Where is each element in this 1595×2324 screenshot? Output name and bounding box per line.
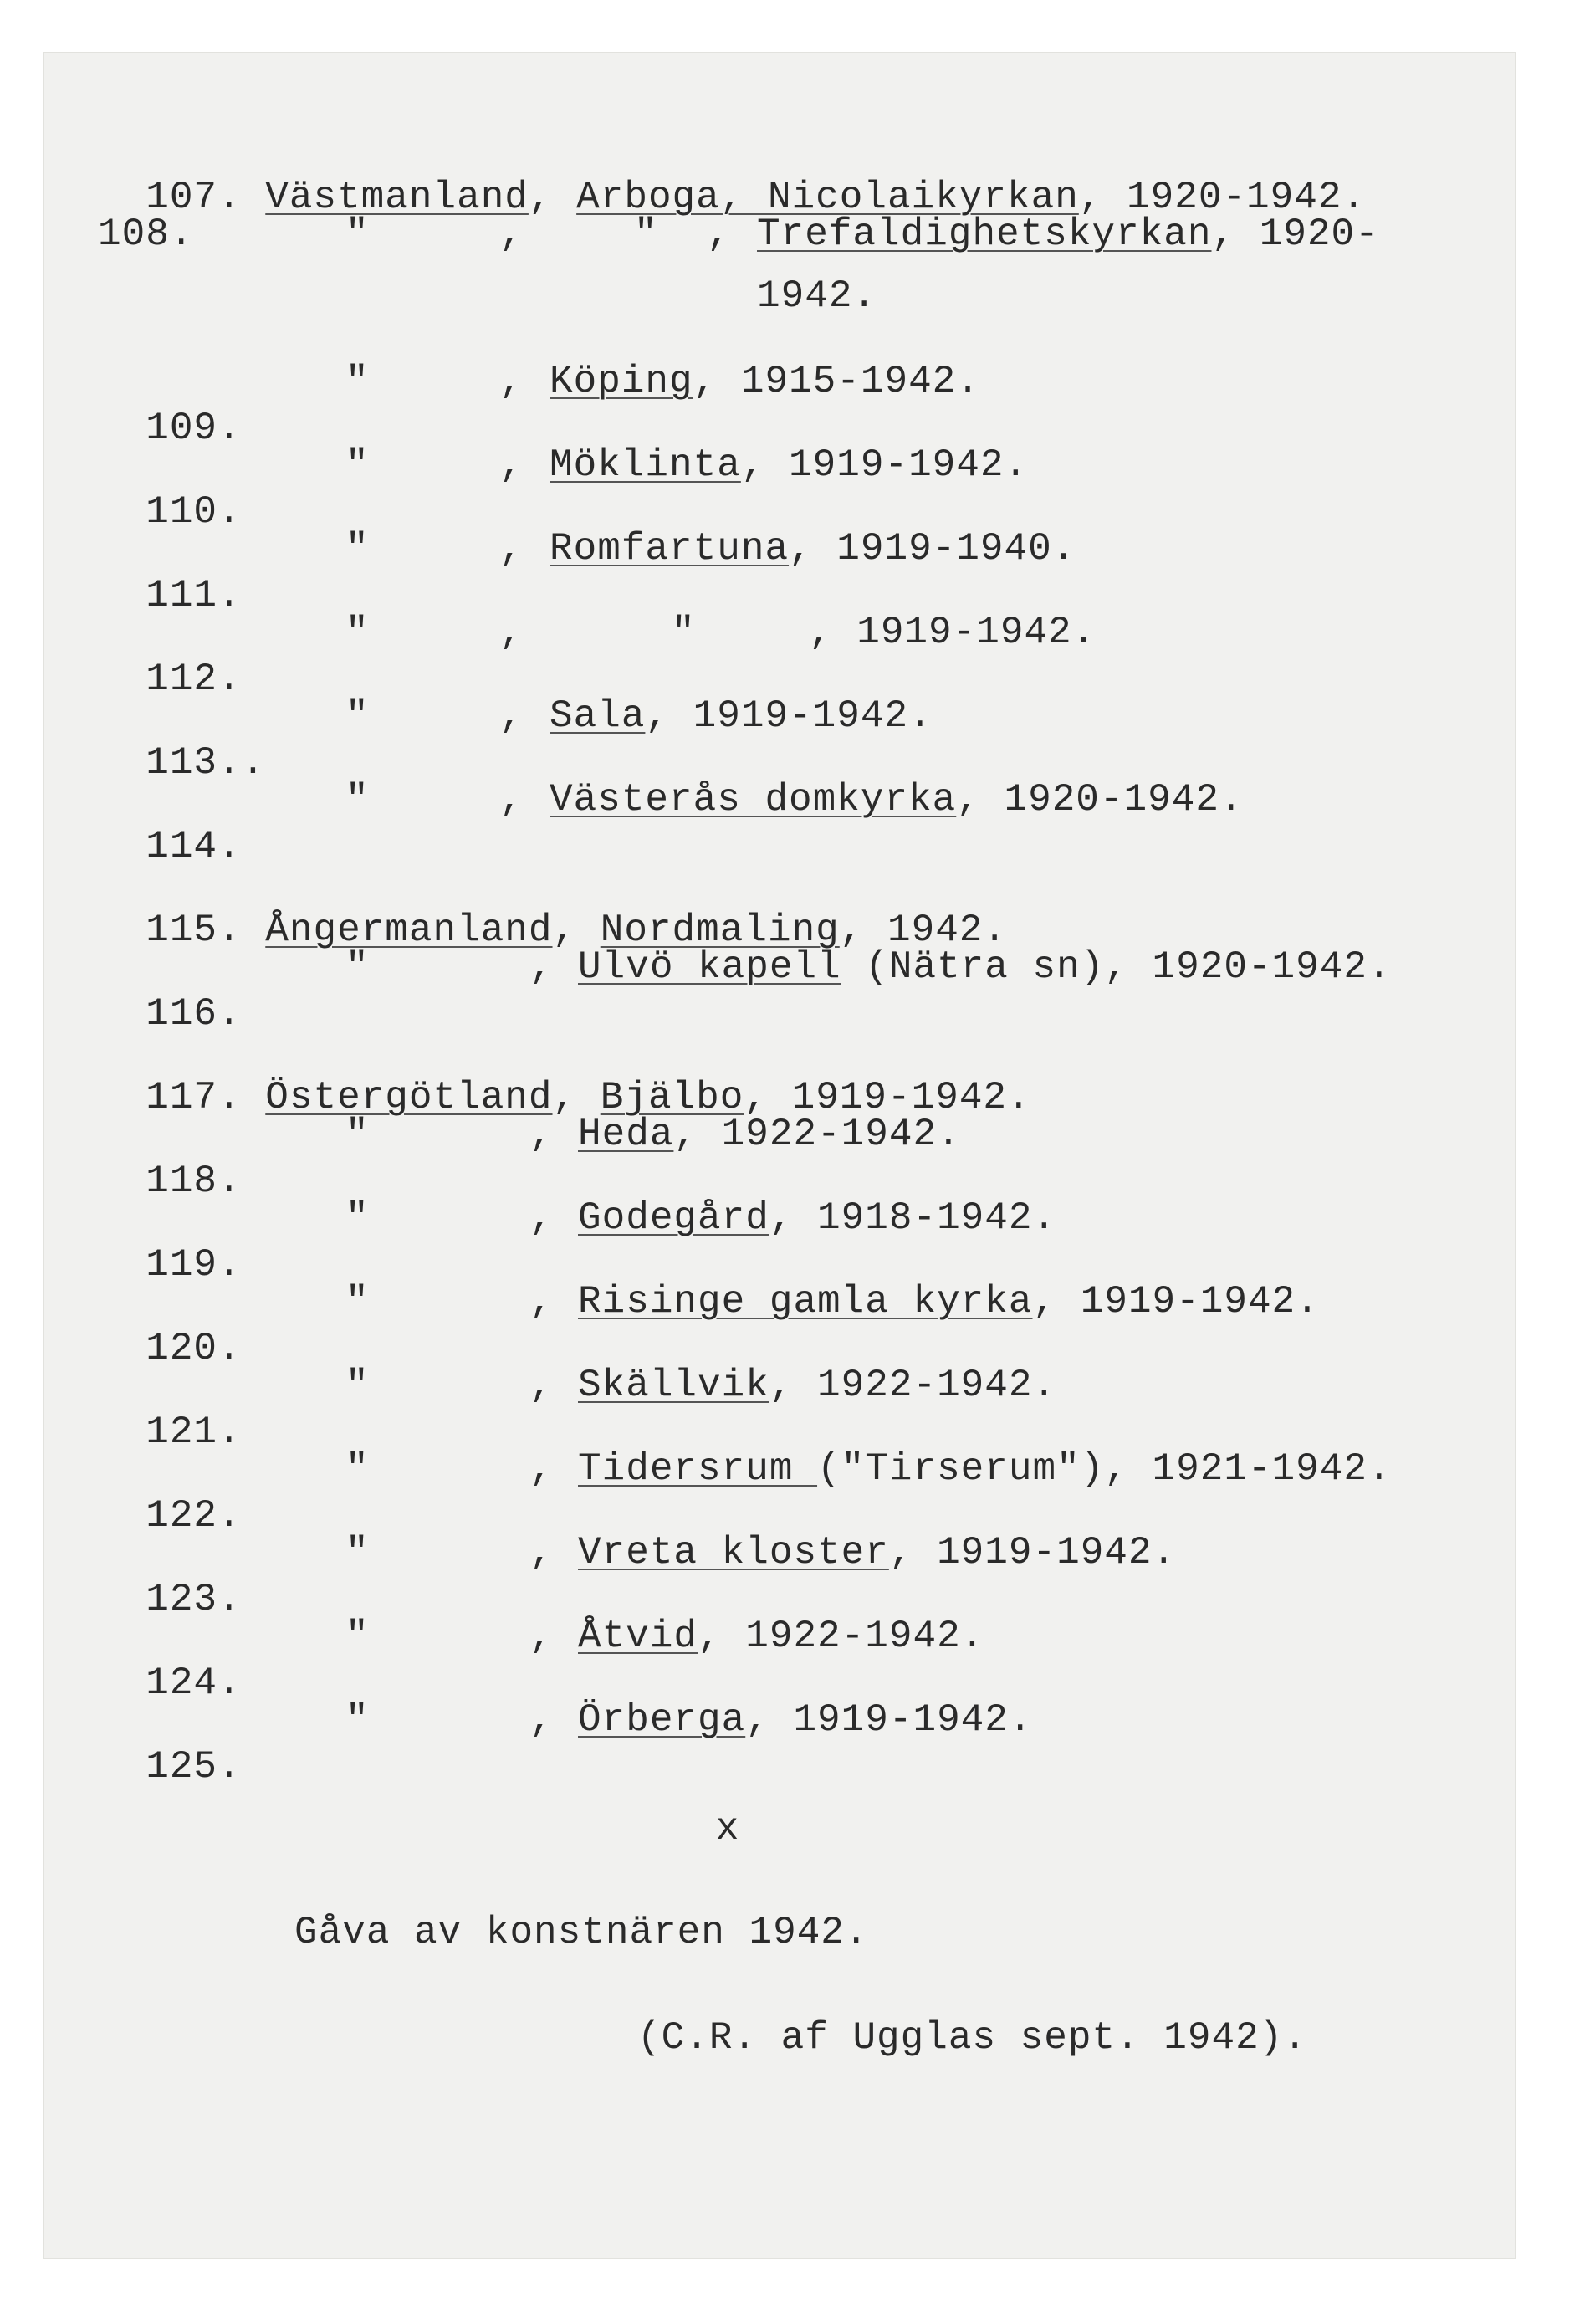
dates: , 1922-1942. — [673, 1113, 961, 1156]
entry-107 — [98, 127, 1366, 221]
parish: Västerås domkyrka — [550, 778, 957, 822]
province: Ångermanland — [265, 909, 553, 952]
comma: , — [529, 1113, 554, 1156]
comma: , — [529, 1280, 554, 1323]
entry-number: 108. — [98, 212, 194, 256]
parish: Åtvid — [578, 1615, 698, 1658]
separator-mark: x — [715, 1807, 740, 1850]
dates: , 1919-1942. — [745, 1698, 1033, 1742]
parish: Möklinta — [550, 443, 741, 487]
comma: , — [529, 1698, 554, 1742]
comma: , — [499, 778, 524, 822]
signature-line: (C.R. af Ugglas sept. 1942). — [637, 2016, 1307, 2060]
ditto-mark: " — [345, 1531, 370, 1574]
dates: , 1919-1942. — [1032, 1280, 1320, 1323]
province: Västmanland — [265, 176, 529, 219]
parish: Örberga — [578, 1698, 746, 1742]
entry-number: 120. — [146, 1327, 242, 1370]
dates: , 1915-1942. — [693, 360, 980, 403]
dates: , 1919-1942. — [645, 694, 933, 738]
entry-number: 122. — [146, 1494, 242, 1538]
entry-number: 112. — [146, 658, 242, 701]
entry-117 — [98, 1027, 1031, 1121]
comma: , — [499, 611, 524, 654]
dates: , 1918-1942. — [769, 1196, 1057, 1240]
parish: Sala — [550, 694, 646, 738]
comma: , — [529, 1615, 554, 1658]
dates: , 1942. — [839, 909, 1008, 952]
parish: Romfartuna — [550, 527, 790, 571]
ditto-mark: " — [345, 1196, 370, 1240]
entry-number: 115. — [146, 909, 242, 952]
comma: , — [529, 1531, 554, 1574]
entry-number: 117. — [146, 1076, 242, 1119]
entry-number: 116. — [146, 992, 242, 1036]
dates: ("Tirserum"), 1921-1942. — [817, 1447, 1392, 1491]
ditto-mark: " — [345, 778, 370, 822]
parish: Risinge gamla kyrka — [578, 1280, 1033, 1323]
dates: , 1920- — [1211, 212, 1379, 256]
dates: , 1920-1942. — [1078, 176, 1367, 219]
ditto-mark: " — [345, 1364, 370, 1407]
province: Östergötland — [265, 1076, 553, 1119]
entry-number: 113.. — [146, 741, 266, 785]
parish: Köping — [550, 360, 693, 403]
ditto-mark: " — [345, 611, 370, 654]
parish: Trefaldighetskyrkan — [757, 212, 1212, 256]
ditto-mark: " — [345, 1615, 370, 1658]
ditto-mark: " — [345, 443, 370, 487]
ditto-mark: " — [345, 527, 370, 571]
gift-note: Gåva av konstnären 1942. — [294, 1911, 869, 1954]
dates: , 1922-1942. — [698, 1615, 985, 1658]
entry-number: 125. — [146, 1745, 242, 1789]
entry-115 — [98, 860, 1007, 954]
dates: , 1919-1942. — [744, 1076, 1031, 1119]
entry-number: 123. — [146, 1578, 242, 1621]
comma: , — [499, 443, 524, 487]
comma: , — [499, 694, 524, 738]
parish: Skällvik — [578, 1364, 769, 1407]
entry-108 — [98, 211, 1436, 320]
entry-number: 111. — [146, 574, 242, 617]
dates: , 1919-1942. — [809, 611, 1097, 654]
parish: Vreta kloster — [578, 1531, 889, 1574]
ditto-mark: " — [345, 1280, 370, 1323]
dates: , 1919-1942. — [740, 443, 1029, 487]
entry-number: 121. — [146, 1410, 242, 1454]
comma: , — [707, 212, 731, 256]
ditto-mark: " — [345, 1447, 370, 1491]
dates-continued: 1942. — [757, 274, 877, 318]
ditto-mark: " — [345, 1113, 370, 1156]
dates: , 1920-1942. — [956, 778, 1244, 822]
dates: , 1919-1940. — [789, 527, 1076, 571]
comma: , — [552, 1076, 577, 1119]
comma: , — [499, 360, 524, 403]
entry-number: 119. — [146, 1243, 242, 1287]
entry-number: 118. — [146, 1159, 242, 1203]
ditto-mark: " — [345, 360, 370, 403]
ditto-mark: " — [345, 945, 370, 989]
dates: , 1919-1942. — [888, 1531, 1177, 1574]
ditto-mark: " — [634, 212, 658, 256]
parish: Tidersrum — [578, 1447, 818, 1491]
parish: Heda — [578, 1113, 674, 1156]
entry-number: 124. — [146, 1661, 242, 1705]
entry-number: 114. — [146, 825, 242, 868]
parish: Bjälbo — [600, 1076, 744, 1119]
entry-125 — [98, 1697, 1470, 1931]
ditto-mark: " — [345, 1698, 370, 1742]
comma: , — [528, 176, 553, 219]
dates: (Nätra sn), 1920-1942. — [841, 945, 1392, 989]
parish: Nordmaling — [600, 909, 840, 952]
comma: , — [499, 527, 524, 571]
comma: , — [552, 909, 577, 952]
parish: Arboga, Nicolaikyrkan — [576, 176, 1079, 219]
dates: , 1922-1942. — [769, 1364, 1057, 1407]
comma: , — [499, 212, 524, 256]
comma: , — [529, 1447, 554, 1491]
comma: , — [529, 1196, 554, 1240]
ditto-mark: " — [345, 694, 370, 738]
entry-number: 107. — [146, 176, 242, 219]
entry-number: 110. — [146, 490, 242, 534]
entry-number: 109. — [146, 407, 242, 450]
ditto-mark: " — [345, 212, 370, 256]
parish: Godegård — [578, 1196, 769, 1240]
parish: Ulvö kapell — [578, 945, 841, 989]
comma: , — [529, 945, 554, 989]
ditto-mark: " — [672, 611, 696, 654]
comma: , — [529, 1364, 554, 1407]
